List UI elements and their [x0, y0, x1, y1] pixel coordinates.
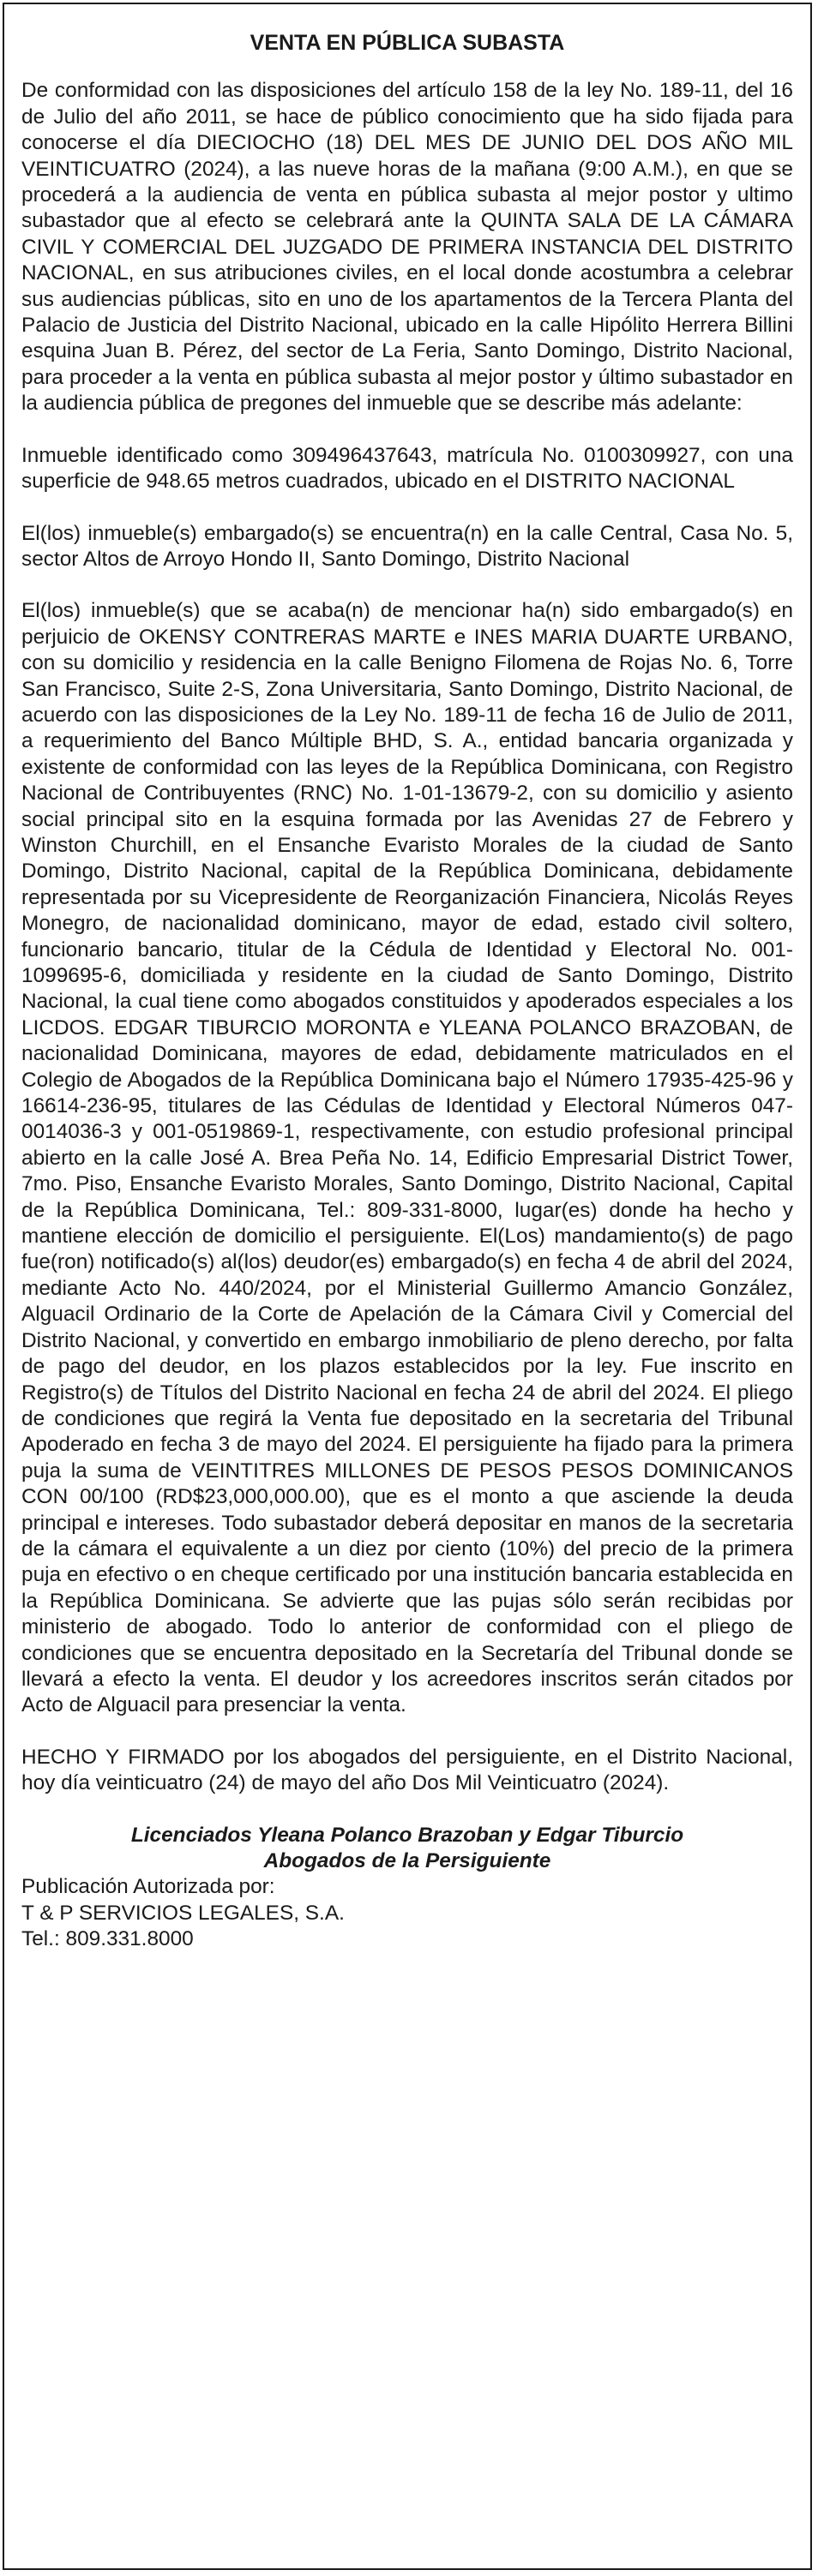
paragraph-seizure-details: El(los) inmueble(s) que se acaba(n) de mencionar ha(n) sido embargado(s) en perjuicio de OKENSY CONTRERAS MARTE e INES MARIA DUARTE URBANO, con su domicilio y residencia en la calle Benigno Filomena de Rojas No. 6, Torre San Francisco, Suite 2-S, Zona Universitaria, Santo Domingo, Distrito Nacional, de acuerdo con las disposiciones de la Ley No. 189-11 de fecha 16 de Julio de 2011, a requerimiento del Banco Múltiple BHD, S. A., entidad bancaria organizada y existente de conformidad con las leyes de la República Dominicana, con Registro Nacional de Contribuyentes (RNC) No. 1-01-13679-2, con su domicilio y asiento social principal sito en la esquina formada por las Avenidas 27 de Febrero y Winston Churchill, en el Ensanche Evaristo Morales de la ciudad de Santo Domingo, Distrito Nacional, capital de la República Dominicana, debidamente representada por su Vicepresidente de Reorganización Financiera, Nicolás Reyes Monegro, de nacionalidad dominicano, mayor de edad, estado civil soltero, funcionario bancario, titular de la Cédula de Identidad y Electoral No. 001-1099695-6, domiciliada y residente en la ciudad de Santo Domingo, Distrito Nacional, la cual tiene como abogados constituidos y apoderados especiales a los LICDOS. EDGAR TIBURCIO MORONTA e YLEANA POLANCO BRAZOBAN, de nacionalidad Dominicana, mayores de edad, debidamente matriculados en el Colegio de Abogados de la República Dominicana bajo el Número 17935-425-96 y 16614-236-95, titulares de las Cédulas de Identidad y Electoral Números 047-0014036-3 y 001-0519869-1, respectivamente, con estudio profesional principal abierto en la calle José A. Brea Peña No. 14, Edificio Empresarial District Tower, 7mo. Piso, Ensanche Evaristo Morales, Santo Domingo, Distrito Nacional, Capital de la República Dominicana, Tel.: 809-331-8000, lugar(es) donde ha hecho y mantiene elección de domicilio el persiguiente. El(Los) mandamiento(s) de pago fue(ron) notificado(s) al(los) deudor(es) embargado(s) en fecha 4 de abril del 2024, mediante Acto No. 440/2024, por el Ministerial Guillermo Amancio González, Alguacil Ordinario de la Corte de Apelación de la Cámara Civil y Comercial del Distrito Nacional, y convertido en embargo inmobiliario de pleno derecho, por falta de pago del deudor, en los plazos establecidos por la ley. Fue inscrito en Registro(s) de Títulos del Distrito Nacional en fecha 24 de abril del 2024. El pliego de condiciones que regirá la Venta fue depositado en la secretaria del Tribunal Apoderado en fecha 3 de mayo del 2024. El persiguiente ha fijado para la primera puja la suma de VEINTITRES MILLONES DE PESOS PESOS DOMINICANOS CON 00/100 (RD$23,000,000.00), que es el monto a que asciende la deuda principal e intereses. Todo subastador deberá depositar en manos de la secretaria de la cámara el equivalente a un diez por ciento (10%) del precio de la primera puja en efectivo o en cheque certificado por una institución bancaria establecida en la República Dominicana. Se advierte que las pujas sólo serán recibidas por ministerio de abogado. Todo lo anterior de conformidad con el pliego de condiciones que se encuentra depositado en la Secretaría del Tribunal donde se llevará a efecto la venta. El deudor y los acreedores inscritos serán citados por Acto de Alguacil para presenciar la venta.: [21, 599, 793, 1717]
signature-lawyers: Licenciados Yleana Polanco Brazoban y Edgar Tiburcio: [130, 1823, 684, 1847]
paragraph-property-location: El(los) inmueble(s) embargado(s) se encuentra(n) en la calle Central, Casa No. 5, sector Altos de Arroyo Hondo II, Santo Domingo, Distrito Nacional: [21, 521, 793, 571]
paragraph-signed-statement: HECHO Y FIRMADO por los abogados del persiguiente, en el Distrito Nacional, hoy día veinticuatro (24) de mayo del año Dos Mil Veinticuatro (2024).: [21, 1745, 793, 1795]
footer-phone: Tel.: 809.331.8000: [21, 1927, 194, 1951]
footer-authorized-by: Publicación Autorizada por:: [21, 1875, 275, 1899]
signature-role: Abogados de la Persiguiente: [263, 1849, 551, 1872]
footer-company-name: T & P SERVICIOS LEGALES, S.A.: [21, 1901, 345, 1925]
legal-notice: [3, 3, 812, 2570]
paragraph-auction-announcement: De conformidad con las disposiciones del artículo 158 de la ley No. 189-11, del 16 de Julio del año 2011, se hace de público conocimiento que ha sido fijada para conocerse el día DIECIOCHO (18) DEL MES DE JUNIO DEL DOS AÑO MIL VEINTICUATRO (2024), a las nueve horas de la mañana (9:00 A.M.), en que se procederá a la audiencia de venta en pública subasta al mejor postor y ultimo subastador que al efecto se celebrará ante la QUINTA SALA DE LA CÁMARA CIVIL Y COMERCIAL DEL JUZGADO DE PRIMERA INSTANCIA DEL DISTRITO NACIONAL, en sus atribuciones civiles, en el local donde acostumbra a celebrar sus audiencias públicas, sito en uno de los apartamentos de la Tercera Planta del Palacio de Justicia del Distrito Nacional, ubicado en la calle Hipólito Herrera Billini esquina Juan B. Pérez, del sector de La Feria, Santo Domingo, Distrito Nacional, para proceder a la venta en pública subasta al mejor postor y último subastador en la audiencia pública de pregones del inmueble que se describe más adelante:: [21, 79, 793, 416]
notice-title: VENTA EN PÚBLICA SUBASTA: [250, 31, 565, 55]
paragraph-property-identification: Inmueble identificado como 309496437643, matrícula No. 0100309927, con una superficie de 948.65 metros cuadrados, ubicado en el DISTRITO NACIONAL: [21, 443, 793, 494]
